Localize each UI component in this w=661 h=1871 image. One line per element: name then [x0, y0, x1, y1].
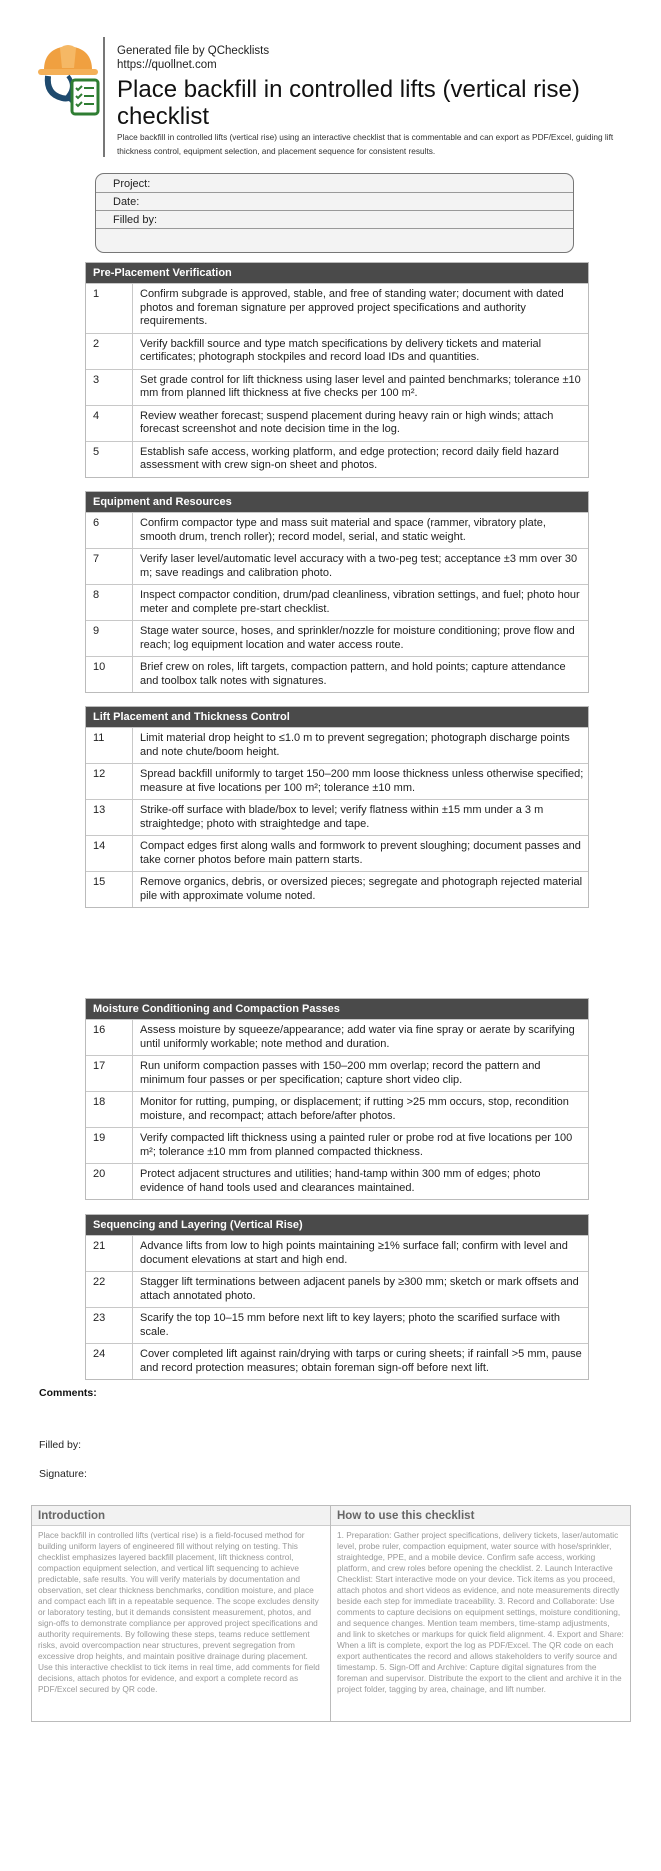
item-number: 7 — [86, 549, 133, 584]
item-text: Confirm subgrade is approved, stable, and free of standing water; document with dated photos and foreman signature per approved project specifications and authority requirements. — [140, 288, 564, 327]
document-header — [31, 37, 631, 157]
item-number: 10 — [86, 657, 133, 692]
item-number: 9 — [86, 621, 133, 656]
project-info-box — [95, 173, 574, 253]
introduction-panel — [32, 1506, 331, 1721]
item-number: 21 — [86, 1236, 133, 1271]
item-text: Stage water source, hoses, and sprinkler/nozzle for moisture conditioning; prove flow and reach; log equipment location and water access route. — [140, 625, 575, 651]
project-field[interactable] — [96, 174, 573, 193]
header-divider — [103, 37, 105, 157]
section-lift-placement-and-thickness-control — [85, 706, 589, 908]
item-text: Monitor for rutting, pumping, or displacement; if rutting >25 mm occurs, stop, recondition moisture, and recompact; attach before/after photos. — [140, 1096, 569, 1122]
info-panels — [31, 1505, 631, 1722]
checklist-row[interactable] — [86, 441, 588, 477]
item-text: Assess moisture by squeeze/appearance; add water via fine spray or aerate by scarifying until uniformly workable; note method and duration. — [140, 1024, 575, 1050]
item-text: Verify compacted lift thickness using a painted ruler or probe rod at five locations per 100 m²; tolerance ±10 mm from planned compacted thickness. — [140, 1132, 573, 1158]
checklist-row[interactable] — [86, 369, 588, 405]
item-number: 18 — [86, 1092, 133, 1127]
item-text: Establish safe access, working platform, and edge protection; record daily field hazard assessment with crew sign-on sheet and photos. — [140, 445, 559, 471]
filled-by-field[interactable] — [96, 211, 573, 229]
section-moisture-conditioning-and-compaction-passes — [85, 998, 589, 1200]
checklist-row[interactable] — [86, 1307, 588, 1343]
checklist-row[interactable] — [86, 1019, 588, 1055]
checklist-row[interactable] — [86, 584, 588, 620]
item-text: Remove organics, debris, or oversized pieces; segregate and photograph rejected material pile with approximate volume noted. — [140, 876, 583, 902]
checklist-row[interactable] — [86, 727, 588, 763]
item-text: Verify backfill source and type match specifications by delivery tickets and material certificates; photograph stockpiles and record load IDs and quantities. — [140, 337, 542, 363]
section-header: Pre-Placement Verification — [86, 263, 588, 283]
item-text: Confirm compactor type and mass suit material and space (rammer, vibratory plate, smooth drum, trench roller); record model, serial, and static weight. — [140, 517, 546, 543]
item-number: 17 — [86, 1056, 133, 1091]
item-text: Compact edges first along walls and formwork to prevent sloughing; document passes and take corner photos before main pattern starts. — [140, 840, 581, 866]
checklist-row[interactable] — [86, 1271, 588, 1307]
item-number: 16 — [86, 1020, 133, 1055]
checklist-row[interactable] — [86, 835, 588, 871]
project-label: Project: — [113, 178, 151, 190]
checklist-row[interactable] — [86, 763, 588, 799]
item-number: 8 — [86, 585, 133, 620]
item-text: Verify laser level/automatic level accuracy with a two-peg test; acceptance ±3 mm over 30 m; save readings and calibration photo. — [140, 553, 578, 579]
item-text: Advance lifts from low to high points maintaining ≥1% surface fall; confirm with level and document elevations at start and high end. — [140, 1240, 568, 1266]
item-text: Set grade control for lift thickness using laser level and painted benchmarks; tolerance ±10 mm from planned lift thickness at five checks per 100 m². — [140, 373, 581, 399]
page-subtitle: Place backfill in controlled lifts (vertical rise) using an interactive checklist that is commentable and can export as PDF/Excel, guiding lift thickness control, equipment selection, and placement sequence for consistent results. — [117, 132, 614, 156]
item-number: 23 — [86, 1308, 133, 1343]
item-text: Run uniform compaction passes with 150–200 mm overlap; record the pattern and minimum four passes or per specification; capture short video clip. — [140, 1060, 541, 1086]
checklist-row[interactable] — [86, 405, 588, 441]
checklist-row[interactable] — [86, 1055, 588, 1091]
item-number: 3 — [86, 370, 133, 405]
signature-label: Signature: — [39, 1468, 87, 1480]
section-sequencing-and-layering — [85, 1214, 589, 1380]
item-text: Strike-off surface with blade/box to level; verify flatness within ±15 mm under a 3 m straightedge; photo with straightedge and tape. — [140, 804, 544, 830]
item-text: Cover completed lift against rain/drying with tarps or curing sheets; if rainfall >5 mm, pause and record protection measures; obtain foreman sign-off before next lift. — [140, 1348, 582, 1374]
item-text: Protect adjacent structures and utilities; hand-tamp within 300 mm of edges; photo evidence of hand tools used and clearances maintained. — [140, 1168, 541, 1194]
checklist-row[interactable] — [86, 1127, 588, 1163]
source-url[interactable]: https://quollnet.com — [117, 59, 217, 71]
how-to-use-text: 1. Preparation: Gather project specifications, delivery tickets, laser/automatic level, probe ruler, compaction equipment, water source with hose/sprinkler, straightedge, PPE, and a mobile device. Confirm safe access, working platform, and crew roles before opening the checklist. 2. Launch Interactive Checklist: Start interactive mode on your device. Tick items as you proceed, attach photos and short videos as evidence, and note measurements directly beside each step for immediate traceability. 3. Record and Collaborate: Use comments to capture decisions on equipment settings, moisture conditioning, and sequence changes. Mention team members, time-stamp adjustments, and link to sketches or markups for quick field alignment. 4. Export and Share: When a lift is complete, export the log as PDF/Excel. The QR code on each export authenticates the record and allows stakeholders to verify source and timestamp. 5. Sign-Off and Archive: Capture digital signatures from the foreman and supervisor. Distribute the export to the client and archive it in the project folder, tagging by area, chainage, and lift number. — [337, 1530, 624, 1694]
checklist-row[interactable] — [86, 620, 588, 656]
checklist-row[interactable] — [86, 656, 588, 692]
section-header: Sequencing and Layering (Vertical Rise) — [86, 1215, 588, 1235]
item-number: 19 — [86, 1128, 133, 1163]
item-text: Limit material drop height to ≤1.0 m to prevent segregation; photograph discharge points and note chute/boom height. — [140, 732, 570, 758]
page-title: Place backfill in controlled lifts (vertical rise) checklist — [117, 76, 580, 130]
how-to-use-panel — [331, 1506, 630, 1721]
checklist-row[interactable] — [86, 1163, 588, 1199]
item-number: 11 — [86, 728, 133, 763]
filled-by-label: Filled by: — [113, 214, 158, 226]
checklist-row[interactable] — [86, 871, 588, 907]
section-pre-placement-verification — [85, 262, 589, 478]
footer-filled-by-label: Filled by: — [39, 1439, 82, 1451]
item-number: 6 — [86, 513, 133, 548]
introduction-heading: Introduction — [32, 1506, 330, 1526]
item-number: 1 — [86, 284, 133, 333]
item-number: 13 — [86, 800, 133, 835]
date-field[interactable] — [96, 193, 573, 211]
section-header: Lift Placement and Thickness Control — [86, 707, 588, 727]
item-number: 2 — [86, 334, 133, 369]
generated-by-text: Generated file by QChecklists — [117, 45, 270, 57]
section-header: Moisture Conditioning and Compaction Passes — [86, 999, 588, 1019]
checklist-row[interactable] — [86, 1343, 588, 1379]
item-number: 14 — [86, 836, 133, 871]
checklist-row[interactable] — [86, 799, 588, 835]
item-text: Inspect compactor condition, drum/pad cleanliness, vibration settings, and fuel; photo hour meter and complete pre-start checklist. — [140, 589, 580, 615]
item-text: Review weather forecast; suspend placement during heavy rain or high winds; attach forecast screenshot and note decision time in the log. — [140, 409, 554, 435]
section-equipment-and-resources — [85, 491, 589, 693]
item-text: Stagger lift terminations between adjacent panels by ≥300 mm; sketch or mark offsets and attach annotated photo. — [140, 1276, 579, 1302]
checklist-row[interactable] — [86, 548, 588, 584]
checklist-row[interactable] — [86, 283, 588, 333]
checklist-row[interactable] — [86, 1091, 588, 1127]
checklist-row[interactable] — [86, 1235, 588, 1271]
item-number: 4 — [86, 406, 133, 441]
item-number: 24 — [86, 1344, 133, 1379]
item-text: Spread backfill uniformly to target 150–200 mm loose thickness unless otherwise specified; measure at five locations per 100 m²; tolerance ±10 mm. — [140, 768, 584, 794]
item-number: 15 — [86, 872, 133, 907]
item-text: Brief crew on roles, lift targets, compaction pattern, and hold points; capture attendance and toolbox talk notes with signatures. — [140, 661, 566, 687]
date-label: Date: — [113, 196, 140, 208]
how-to-use-heading: How to use this checklist — [331, 1506, 630, 1526]
introduction-text: Place backfill in controlled lifts (vertical rise) is a field-focused method for building uniform layers of engineered fill without relying on testing. This checklist emphasizes layered backfill placement, lift thickness control, compaction equipment selection, and vertical lift sequencing to achieve predictable, safe results. You will verify materials by documentation and observation, set clear thickness benchmarks, condition moisture, and place and compact each lift in a repeatable sequence. The scope excludes density or laboratory testing, but it demands consistent measurement, photos, and sign-offs to demonstrate compliance per approved project specifications and authority requirements. By following these steps, teams reduce settlement risks, avoid overcompaction near structures, prevent segregation from excessive drop heights, and maintain positive drainage during placement. Use this interactive checklist to tick items in real time, add comments for field decisions, attach photos for evidence, and export a complete record as PDF/Excel secured by QR code. — [38, 1530, 320, 1694]
item-text: Scarify the top 10–15 mm before next lift to key layers; photo the scarified surface with scale. — [140, 1312, 561, 1338]
hardhat-checklist-logo-icon — [34, 40, 104, 120]
checklist-row[interactable] — [86, 333, 588, 369]
checklist-row[interactable] — [86, 512, 588, 548]
section-header: Equipment and Resources — [86, 492, 588, 512]
item-number: 22 — [86, 1272, 133, 1307]
item-number: 20 — [86, 1164, 133, 1199]
comments-label: Comments: — [39, 1387, 97, 1399]
blank-field[interactable] — [96, 229, 573, 247]
item-number: 5 — [86, 442, 133, 477]
item-number: 12 — [86, 764, 133, 799]
